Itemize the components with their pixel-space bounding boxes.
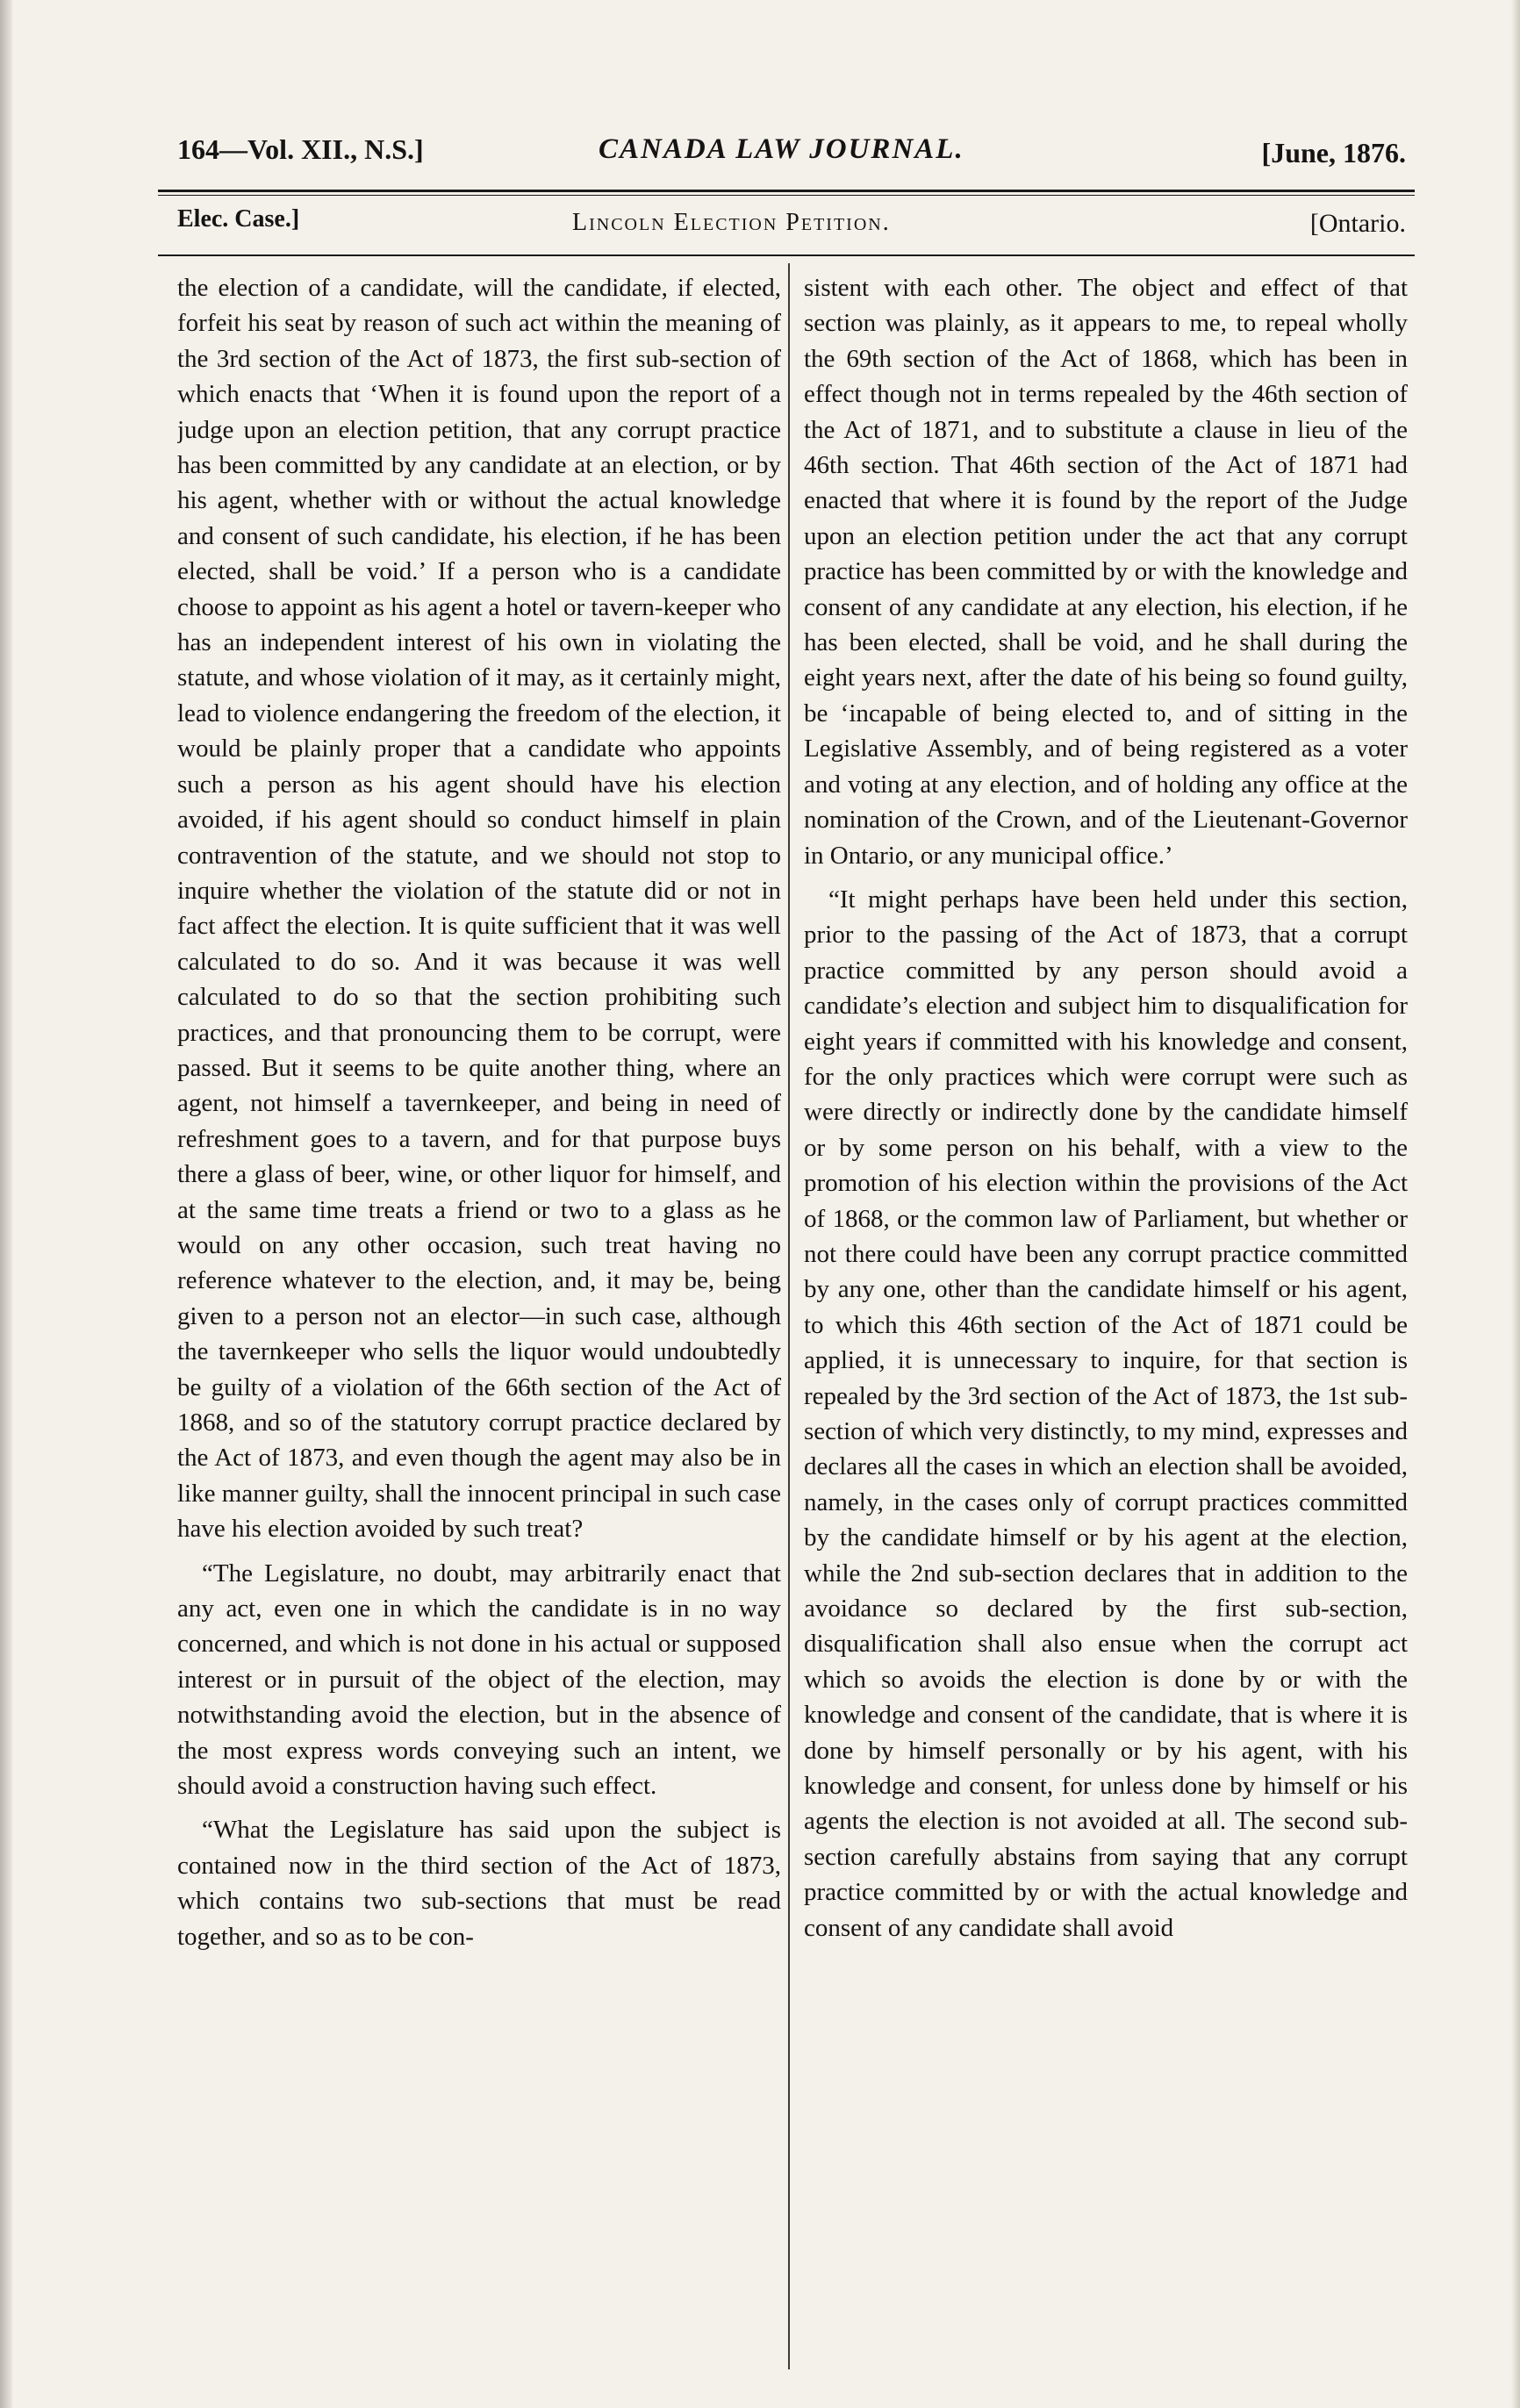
scan-left-edge xyxy=(0,0,12,2408)
column-divider xyxy=(788,263,790,2369)
right-column xyxy=(804,270,1408,2359)
running-header xyxy=(177,133,1406,183)
case-province: [Ontario. xyxy=(1309,209,1406,238)
left-column xyxy=(177,270,781,2359)
paragraph: sistent with each other. The object and effect of that section was plainly, as it appears to me, to repeal wholly the 69th section of the Act of 1868, which has been in effect though not in terms repealed by the 46th section of the Act of 1871, and to substitute a clause in lieu of the 46th section. That 46th section of the Act of 1871 had enacted that where it is found by the report of the Judge upon an election petition under the act that any corrupt practice has been committed by or with the knowledge and consent of any candidate at any election, his election, if he has been elected, shall be void, and he shall during the eight years next, after the date of his being so found guilty, be ‘incapable of being elected to, and of sitting in the Legislative Assembly, and of being registered as a voter and voting at any election, and of holding any office at the nomination of the Crown, and of the Lieutenant-Governor in Ontario, or any municipal office.’ xyxy=(804,274,1408,870)
paragraph: “It might perhaps have been held under this section, prior to the passing of the Act of 1873, that a corrupt practice committed by any person should avoid a candidate’s election and subject him to disqualification for eight years if committed with his knowledge and consent, for the only practices which were corrupt were such as were directly or indirectly done by the candidate himself or by some person on his behalf, with a view to the promotion of his election within the provisions of the Act of 1868, or the common law of Parliament, but whether or not there could have been any corrupt practice committed by any one, other than the candidate himself or his agent, to which this 46th section of the Act of 1871 could be applied, it is unnecessary to inquire, for that section is repealed by the 3rd section of the Act of 1873, the 1st sub-section of which very distinctly, to my mind, expresses and declares all the cases in which an election shall be avoided, namely, in the cases only of corrupt practices committed by the candidate himself or by his agent at the election, while the 2nd sub-section declares that in addition to the avoidance so declared by the first sub-section, disqualification shall also ensue when the corrupt act which so avoids the election is done by or with the knowledge and consent of the candidate, that is where it is done by himself personally or by his agent, with his knowledge and consent, for unless done by himself or his agents the election is not avoided at all. The second sub-section carefully abstains from saying that any corrupt practice committed by or with the actual knowledge and consent of any candidate shall avoid xyxy=(804,885,1408,1942)
journal-page xyxy=(158,123,1415,2369)
paragraph: “The Legislature, no doubt, may arbitrarily enact that any act, even one in which the candidate is in no way concerned, and which is not done in his actual or supposed interest or in pursuit of the object of the election, may notwithstanding avoid the election, but in the absence of the most express words conveying such an intent, we should avoid a construction having such effect. xyxy=(177,1559,781,1801)
case-header xyxy=(177,205,1406,247)
header-rule xyxy=(158,190,1415,192)
scan-right-edge xyxy=(1511,0,1520,2408)
paragraph: the election of a candidate, will the candidate, if elected, forfeit his seat by reason of such act within the meaning of the 3rd section of the Act of 1873, the first sub-section of which enacts that ‘When it is found upon the report of a judge upon an election petition, that any corrupt practice has been committed by any candidate at an election, or by his agent, whether with or without the actual knowledge and consent of such candidate, his election, if he has been elected, shall be void.’ If a person who is a candidate choose to appoint as his agent a hotel or tavern-keeper who has an independent interest of his own in violating the statute, and whose violation of it may, as it certainly might, lead to violence endangering the freedom of the election, it would be plainly proper that a candidate who appoints such a person as his agent should have his election avoided, if his agent should so conduct himself in plain contravention of the statute, and we should not stop to inquire whether the violation of the statute did or not in fact affect the election. It is quite sufficient that it was well calculated to do so. And it was because it was well calculated to do so that the section prohibiting such practices, and that pronouncing them to be corrupt, were passed. But it seems to be quite another thing, where an agent, not himself a tavernkeeper, and being in need of refreshment goes to a tavern, and for that purpose buys there a glass of beer, wine, or other liquor for himself, and at the same time treats a friend or two to a glass as he would on any other occasion, such treat having no reference whatever to the election, and, it may be, being given to a person not an elector—in such case, although the tavernkeeper who sells the liquor would undoubtedly be guilty of a violation of the 66th section of the Act of 1868, and so of the statutory corrupt practice declared by the Act of 1873, and even though the agent may also be in like manner guilty, shall the innocent principal in such case have his election avoided by such treat? xyxy=(177,274,781,1544)
case-title: Lincoln Election Petition. xyxy=(572,209,891,236)
issue-date: [June, 1876. xyxy=(1261,137,1406,168)
journal-title: CANADA LAW JOURNAL. xyxy=(599,133,964,165)
paragraph: “What the Legislature has said upon the subject is contained now in the third section of the Act of 1873, which contains two sub-sections that must be read together, and so as to be con- xyxy=(177,1816,781,1951)
case-header-rule xyxy=(158,254,1415,256)
header-rule-thin xyxy=(158,195,1415,196)
page-volume: 164—Vol. XII., N.S.] xyxy=(177,133,424,165)
case-section: Elec. Case.] xyxy=(177,205,300,233)
